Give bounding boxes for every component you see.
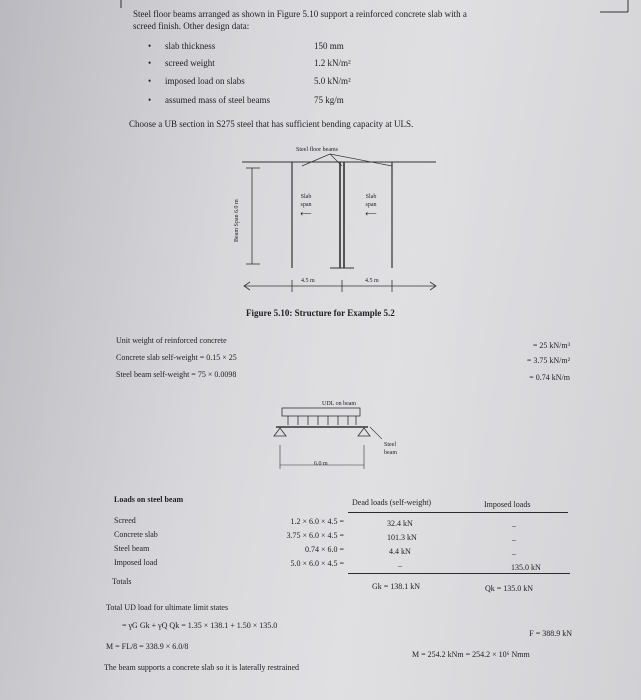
load-dead: 32.4 kN xyxy=(387,519,413,528)
load-calc: 3.75 × 6.0 × 4.5 = xyxy=(286,531,344,540)
bullet: • xyxy=(148,76,152,86)
load-imposed: – xyxy=(512,549,516,558)
dim-label: 4.5 m xyxy=(365,278,379,284)
steel-beam-label: Steel xyxy=(384,442,396,448)
corner-mark xyxy=(600,0,630,14)
load-imposed: 135.0 kN xyxy=(511,563,541,572)
load-dead: – xyxy=(398,561,402,570)
data-item-value: 150 mm xyxy=(314,41,344,51)
slab-label: span xyxy=(365,202,377,208)
totals-label: Totals xyxy=(112,577,132,586)
load-label: Imposed load xyxy=(114,558,158,567)
load-calc: 1.2 × 6.0 × 4.5 = xyxy=(290,517,344,526)
table-rule xyxy=(348,573,570,574)
loads-header-dead: Dead loads (self-weight) xyxy=(352,498,432,507)
data-item-value: 5.0 kN/m² xyxy=(314,76,351,86)
data-item-value: 75 kg/m xyxy=(314,95,344,105)
steel-beam-label: beam xyxy=(384,450,397,456)
floor-plan-diagram xyxy=(230,140,450,300)
intro-line-2: screed finish. Other design data: xyxy=(133,21,250,31)
udl-formula: = γG Gk + γQ Qk = 1.35 × 138.1 + 1.50 × 135.0 xyxy=(122,621,278,630)
load-label: Steel beam xyxy=(114,544,150,553)
slab-label: Slab xyxy=(365,194,377,200)
intro-line-1: Steel floor beams arranged as shown in Figure 5.10 support a reinforced concrete slab with a xyxy=(133,9,467,19)
udl-title: Total UD load for ultimate limit states xyxy=(106,603,229,612)
unit-weight-label: Steel beam self-weight = 75 × 0.0098 xyxy=(116,370,237,379)
span-arrow-icon: ⟵ xyxy=(300,209,312,218)
load-calc: 0.74 × 6.0 = xyxy=(304,545,344,554)
unit-weight-label: Unit weight of reinforced concrete xyxy=(116,336,227,345)
total-imposed: Qk = 135.0 kN xyxy=(485,584,534,593)
data-item-value: 1.2 kN/m² xyxy=(314,58,351,68)
bullet: • xyxy=(148,41,152,51)
moment-formula: M = FL/8 = 338.9 × 6.0/8 xyxy=(106,642,189,651)
load-label: Screed xyxy=(114,516,136,525)
udl-result: F = 388.9 kN xyxy=(529,629,572,638)
data-item-label: assumed mass of steel beams xyxy=(165,95,270,105)
load-imposed: – xyxy=(512,521,516,530)
load-dead: 4.4 kN xyxy=(389,547,411,556)
load-calc: 5.0 × 6.0 × 4.5 = xyxy=(290,559,344,568)
unit-weight-value: = 25 kN/m³ xyxy=(532,341,570,350)
fig-top-label: Steel floor beams xyxy=(296,147,338,153)
data-item-label: screed weight xyxy=(165,58,215,68)
beam-span-label: Beam Span 6.0 m xyxy=(234,199,240,242)
dim-label: 4.5 m xyxy=(301,278,315,284)
load-dead: 101.3 kN xyxy=(387,533,417,542)
task-statement: Choose a UB section in S275 steel that has sufficient bending capacity at ULS. xyxy=(129,119,414,129)
beam-diagram xyxy=(270,405,390,475)
loads-header-imposed: Imposed loads xyxy=(484,500,531,509)
unit-weight-label: Concrete slab self-weight = 0.15 × 25 xyxy=(116,353,237,362)
beam-span-dim: 6.0 m xyxy=(314,461,328,467)
table-rule xyxy=(348,512,568,513)
figure-caption: Figure 5.10: Structure for Example 5.2 xyxy=(246,308,395,318)
slab-label: Slab xyxy=(300,194,312,200)
loads-header-label: Loads on steel beam xyxy=(114,495,184,504)
slab-label: span xyxy=(300,202,312,208)
unit-weight-value: = 3.75 kN/m² xyxy=(526,356,570,365)
bullet: • xyxy=(148,95,152,105)
conclusion: The beam supports a concrete slab so it is laterally restrained xyxy=(104,663,300,672)
span-arrow-icon: ⟵ xyxy=(365,209,377,218)
total-dead: Gk = 138.1 kN xyxy=(372,582,421,591)
load-label: Concrete slab xyxy=(114,530,158,539)
load-imposed: – xyxy=(512,535,516,544)
udl-label: UDL on beam xyxy=(322,401,357,407)
corner-mark-left xyxy=(118,0,124,10)
moment-result: M = 254.2 kNm = 254.2 × 10⁶ Nmm xyxy=(412,650,530,659)
bullet: • xyxy=(148,58,152,68)
unit-weight-value: = 0.74 kN/m xyxy=(529,373,570,382)
data-item-label: slab thickness xyxy=(165,41,216,51)
data-item-label: imposed load on slabs xyxy=(165,76,245,86)
